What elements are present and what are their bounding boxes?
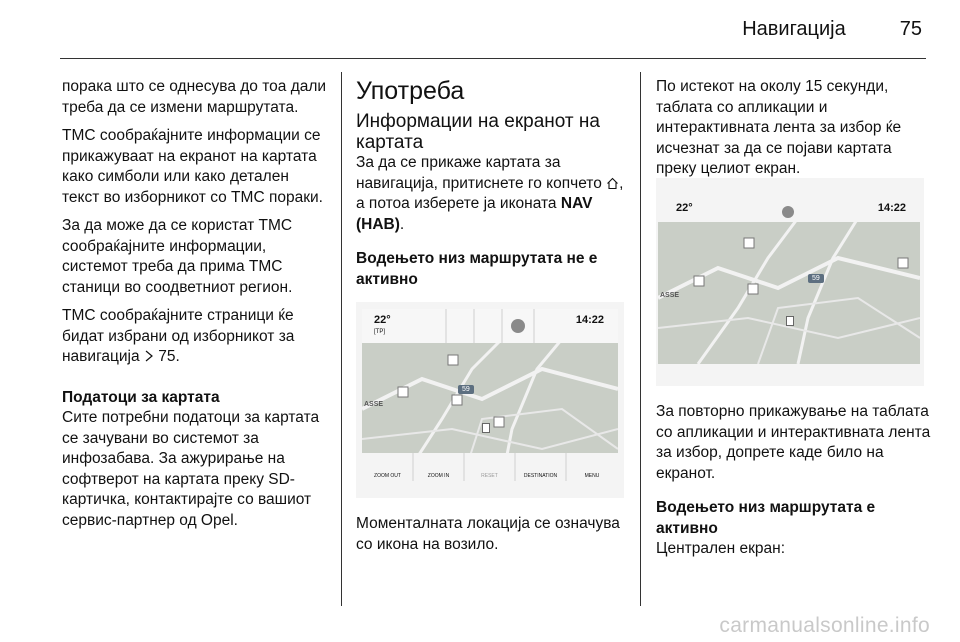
page-number: 75 <box>899 18 922 40</box>
destination-button[interactable] <box>515 453 566 481</box>
subheading: Водењето низ маршрутата е активно <box>656 499 876 537</box>
screenshot-frame <box>656 178 924 386</box>
page-reference[interactable]: 75. <box>158 348 180 365</box>
button-label: ZOOM OUT <box>374 473 401 479</box>
subheading: Податоци за картата <box>62 388 220 406</box>
paragraph: TMC сообраќајните информации се прикажуваат на екранот на картата како симболи или како детален текст во изборникот со TMC пораки. <box>62 127 323 206</box>
clock-readout: 14:22 <box>877 202 906 214</box>
watermark: carmanualsonline.info <box>719 614 930 637</box>
home-icon <box>606 177 619 190</box>
section-heading: Употреба <box>356 77 465 105</box>
column-divider-2 <box>640 72 641 606</box>
map-screen[interactable] <box>362 309 618 481</box>
reset-button[interactable] <box>464 453 515 481</box>
map-graphic <box>658 198 920 364</box>
screenshot-frame <box>356 302 624 498</box>
traffic-program-label: [TP] <box>374 329 386 335</box>
column-divider-1 <box>341 72 342 606</box>
button-label: MENU <box>584 473 600 479</box>
column-2-lower <box>356 514 624 563</box>
button-label: RESET <box>481 473 498 479</box>
paragraph <box>356 153 624 235</box>
section-subheading: Информации на екранот на картата <box>356 111 600 153</box>
paragraph <box>62 306 330 368</box>
paragraph: Централен екран: <box>656 540 786 557</box>
section-title: Навигација <box>742 18 846 40</box>
paragraph-text: , а потоа изберете ја иконата <box>356 174 624 212</box>
button-label: DESTINATION <box>523 473 558 479</box>
button-label: ZOOM IN <box>427 473 450 479</box>
column-2 <box>356 77 624 290</box>
clock-readout: 14:22 <box>575 314 604 326</box>
header-rule <box>60 58 926 59</box>
vehicle-icon <box>482 423 490 433</box>
temperature-readout: 22° <box>676 202 693 214</box>
subheading: Водењето низ маршрутата не е активно <box>356 250 598 288</box>
paragraph-text: . <box>399 215 405 233</box>
paragraph: Сите потребни податоци за картата се зачувани во системот за инфозабава. За ажурирање на софтверот на картата преку SD-картичка, контактирајте со вашиот сервис-партнер од Opel. <box>62 409 320 529</box>
column-3 <box>656 77 932 188</box>
paragraph: По истекот на околу 15 секунди, таблата со апликации и интерактивната лента за избор ќе исчезнат за да се појави картата преку целиот екран. <box>656 78 902 177</box>
route-badge: 59 <box>458 385 474 394</box>
column-1 <box>62 77 330 539</box>
page-header <box>742 18 922 41</box>
temperature-readout: 22° <box>374 314 391 326</box>
paragraph: За повторно прикажување на таблата со апликации и интерактивната лента за избор, допрете каде било на екранот. <box>656 403 931 482</box>
vehicle-icon <box>786 316 794 326</box>
paragraph-text: За да се прикаже картата за навигација, притиснете го копчето <box>356 154 602 192</box>
paragraph: Моменталната локација се означува со икона на возило. <box>356 515 620 553</box>
street-label: ASSE <box>660 292 680 299</box>
paragraph: порака што се однесува до тоа дали треба да се измени маршрутата. <box>62 78 327 116</box>
map-screen-fullscreen[interactable] <box>658 198 920 364</box>
column-3-lower <box>656 402 932 568</box>
page-reference-icon <box>144 350 154 362</box>
street-label: ASSE <box>364 401 384 408</box>
paragraph-text: TMC сообраќајните страници ќе бидат избрани од изборникот за навигација <box>62 307 295 365</box>
menu-button[interactable] <box>566 453 618 481</box>
nav-icon-label: NAV (НАВ) <box>356 195 593 233</box>
zoom-in-button[interactable] <box>413 453 464 481</box>
route-badge: 59 <box>808 274 824 283</box>
paragraph: За да може да се користат TMC сообраќајните информации, системот треба да прима TMC станици во соодветниот регион. <box>62 217 293 296</box>
zoom-out-button[interactable] <box>362 453 413 481</box>
